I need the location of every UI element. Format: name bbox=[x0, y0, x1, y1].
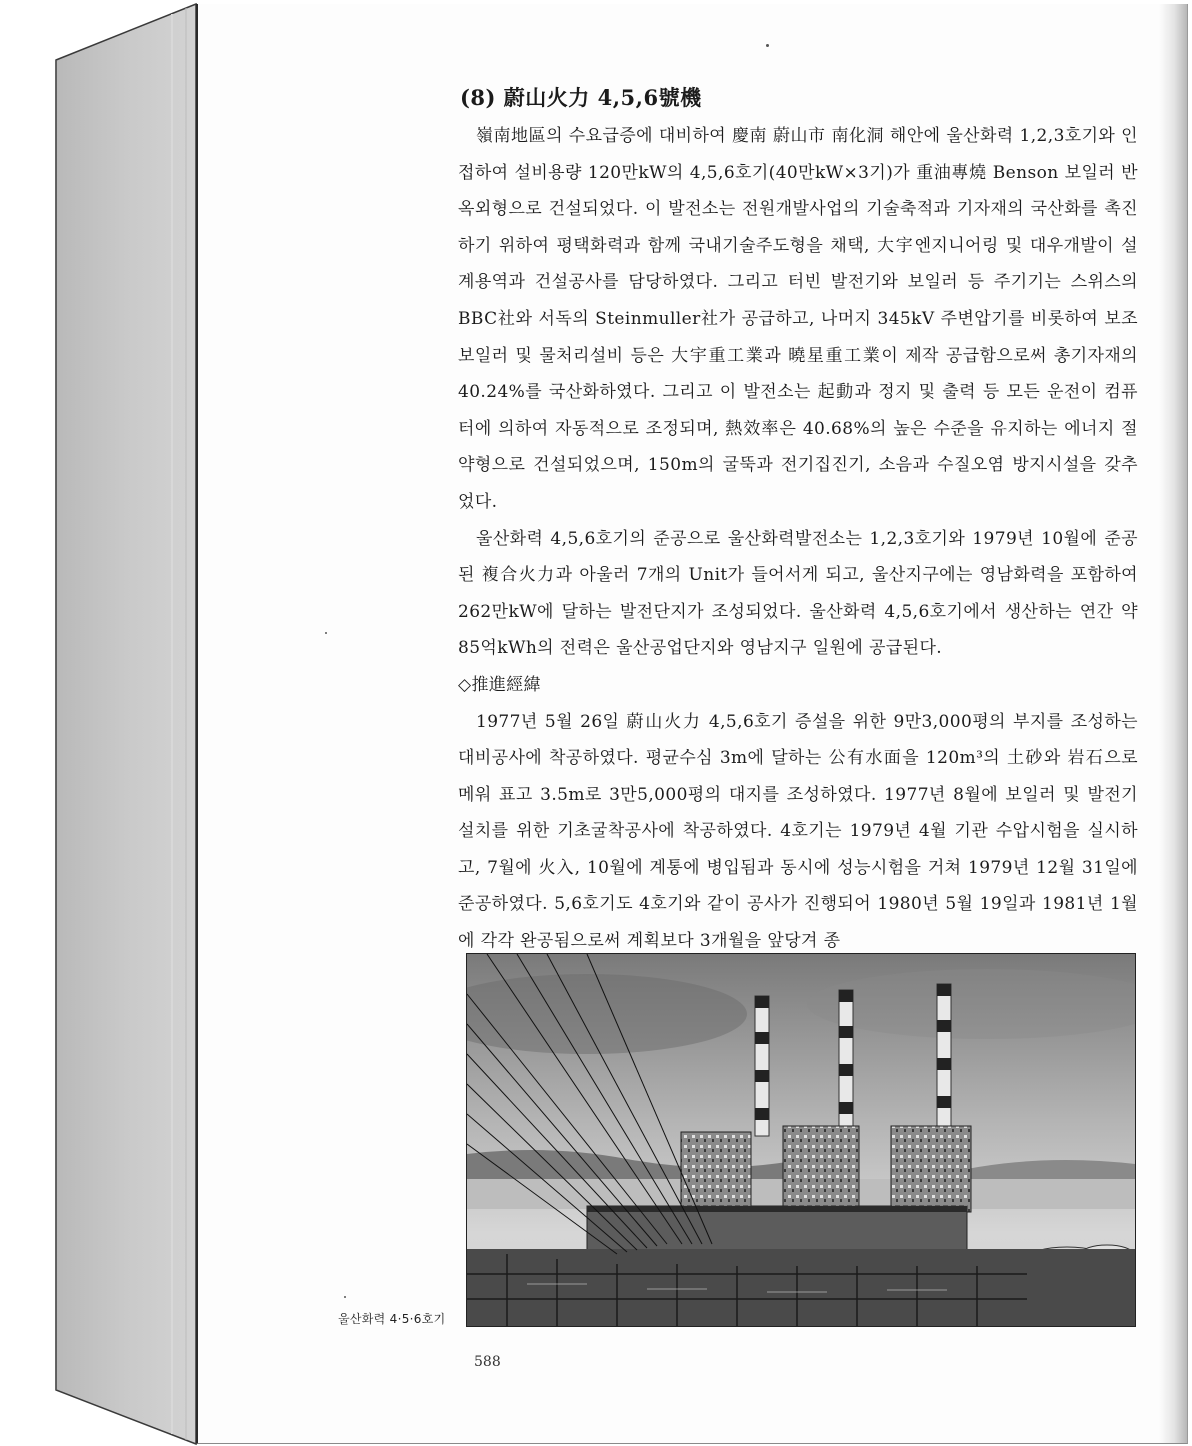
speck bbox=[344, 1296, 346, 1298]
section-heading: (8) 蔚山火力 4,5,6號機 bbox=[460, 85, 702, 110]
book-block bbox=[0, 0, 200, 1446]
photo-image bbox=[467, 954, 1135, 1326]
speck bbox=[766, 44, 769, 47]
page-number: 588 bbox=[474, 1354, 501, 1370]
speck bbox=[325, 632, 327, 634]
article-body bbox=[458, 82, 1138, 960]
paragraph-2: 울산화력 4,5,6호기의 준공으로 울산화력발전소는 1,2,3호기와 1979년 10월에 준공된 複合火力과 아울러 7개의 Unit가 들어서게 되고, 울산지구에는 영남화력을 포함하여 262만kW에 달하는 발전단지가 조성되었다. 울산화력 4,5,6호기에서 생산하는 연간 약 85억kWh의 전력은 울산공업단지와 영남지구 일원에 공급된다. bbox=[458, 528, 1138, 659]
paragraph-1: 嶺南地區의 수요급증에 대비하여 慶南 蔚山市 南化洞 해안에 울산화력 1,2,3호기와 인접하여 설비용량 120만kW의 4,5,6호기(40만kW×3기)가 重油專燒 Benson 보일러 반옥외형으로 건설되었다. 이 발전소는 전원개발사업의 기술축적과 기자재의 국산화를 촉진하기 위하여 평택화력과 함께 국내기술주도형을 채택, 大宇엔지니어링 및 대우개발이 설계용역과 건설공사를 담당하였다. 그리고 터빈 발전기와 보일러 등 주기기는 스위스의 BBC社와 서독의 Steinmuller社가 공급하고, 나머지 345kV 주변압기를 비롯하여 보조보일러 및 물처리설비 등은 大宇重工業과 曉星重工業이 제작 공급함으로써 총기자재의 40.24%를 국산화하였다. 그리고 이 발전소는 起動과 정지 및 출력 등 모든 운전이 컴퓨터에 의하여 자동적으로 조정되며, 熱效率은 40.68%의 높은 수준을 유지하는 에너지 절약형으로 건설되었으며, 150m의 굴뚝과 전기집진기, 소음과 수질오염 방지시설을 갖추었다. bbox=[458, 126, 1138, 512]
paragraph-3: 1977년 5월 26일 蔚山火力 4,5,6호기 증설을 위한 9만3,000평의 부지를 조성하는 대비공사에 착공하였다. 평균수심 3m에 달하는 公有水面을 120m³의 土砂와 岩石으로 메워 표고 3.5m로 3만5,000평의 대지를 조성하였다. 1977년 8월에 보일러 및 발전기 설치를 위한 기초굴착공사에 착공하였다. 4호기는 1979년 4월 기관 수압시험을 실시하고, 7월에 火入, 10월에 계통에 병입됨과 동시에 성능시험을 거쳐 1979년 12월 31일에 준공하였다. 5,6호기도 4호기와 같이 공사가 진행되어 1980년 5월 19일과 1981년 1월에 각각 완공됨으로써 계획보다 3개월을 앞당겨 종 bbox=[458, 711, 1138, 952]
page-shadow bbox=[1159, 4, 1187, 1443]
power-plant-photo bbox=[466, 953, 1136, 1327]
photo-caption: 울산화력 4·5·6호기 bbox=[338, 1312, 446, 1326]
subheading: ◇推進經緯 bbox=[458, 674, 542, 695]
